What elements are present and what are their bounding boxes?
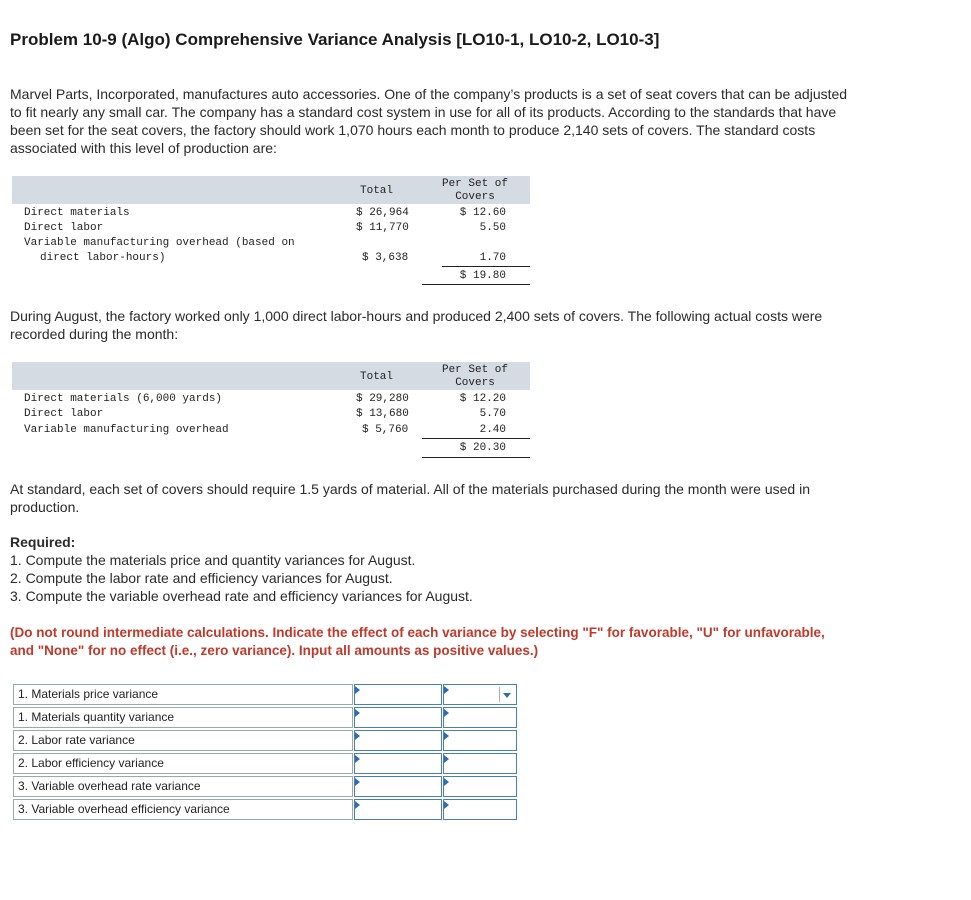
answer-row-label: 1. Materials quantity variance — [13, 707, 353, 728]
flag-icon — [444, 755, 449, 763]
effect-select[interactable] — [443, 776, 517, 797]
amount-input[interactable] — [354, 776, 442, 797]
per-set-total: $ 19.80 — [459, 270, 506, 282]
row-total: $ 5,760 — [362, 424, 409, 436]
column-header-per-set: Per Set of Covers — [441, 364, 508, 389]
row-per-set: 5.50 — [479, 222, 506, 234]
row-per-set: 1.70 — [479, 252, 506, 264]
effect-select[interactable] — [443, 684, 517, 705]
required-item: 3. Compute the variable overhead rate and efficiency variances for August. — [10, 588, 473, 604]
flag-icon — [355, 709, 360, 717]
amount-input[interactable] — [354, 707, 442, 728]
row-per-set: 5.70 — [479, 408, 506, 420]
per-set-total: $ 20.30 — [459, 442, 506, 454]
column-header-total: Total — [360, 185, 394, 197]
effect-select[interactable] — [443, 753, 517, 774]
column-header-per-set: Per Set of Covers — [441, 178, 508, 203]
row-total: $ 29,280 — [356, 393, 409, 405]
effect-select[interactable] — [443, 707, 517, 728]
flag-icon — [444, 732, 449, 740]
amount-input[interactable] — [354, 684, 442, 705]
amount-input[interactable] — [354, 753, 442, 774]
row-total: $ 13,680 — [356, 408, 409, 420]
row-label-continued: direct labor-hours) — [40, 252, 166, 264]
answer-row-label: 3. Variable overhead rate variance — [13, 776, 353, 797]
subtotal-rule — [442, 266, 530, 267]
row-label: Direct labor — [24, 408, 104, 420]
chevron-down-icon[interactable] — [499, 687, 514, 702]
answer-row-label: 1. Materials price variance — [13, 684, 353, 705]
flag-icon — [444, 801, 449, 809]
row-label: Direct materials — [24, 207, 130, 219]
row-label: Direct materials (6,000 yards) — [24, 393, 223, 405]
effect-select[interactable] — [443, 799, 517, 820]
row-total: $ 3,638 — [362, 252, 409, 264]
amount-input[interactable] — [354, 730, 442, 751]
instruction-text: (Do not round intermediate calculations. Indicate the effect of each variance by selecting "F" for favorable, "U" for unfavorable, and "None" for no effect (i.e., zero variance). Input all amounts as positive values.) — [10, 625, 825, 658]
row-label: Variable manufacturing overhead — [24, 424, 229, 436]
total-rule — [422, 284, 530, 285]
required-heading: Required: — [10, 534, 76, 550]
row-label: Variable manufacturing overhead (based on — [24, 237, 295, 249]
answer-row-label: 2. Labor rate variance — [13, 730, 353, 751]
actual-cost-table — [12, 362, 530, 462]
row-total: $ 26,964 — [356, 207, 409, 219]
august-paragraph: During August, the factory worked only 1,000 direct labor-hours and produced 2,400 sets of covers. The following actual costs were recorded during the month: — [10, 308, 823, 342]
required-item: 1. Compute the materials price and quantity variances for August. — [10, 552, 416, 568]
amount-input[interactable] — [354, 799, 442, 820]
total-rule — [422, 457, 530, 458]
standard-note-paragraph: At standard, each set of covers should require 1.5 yards of material. All of the materials purchased during the month were used in production. — [10, 481, 810, 515]
problem-title: Problem 10-9 (Algo) Comprehensive Variance Analysis [LO10-1, LO10-2, LO10-3] — [10, 30, 660, 49]
row-label: Direct labor — [24, 222, 104, 234]
effect-select[interactable] — [443, 730, 517, 751]
flag-icon — [355, 732, 360, 740]
flag-icon — [355, 778, 360, 786]
required-item: 2. Compute the labor rate and efficiency variances for August. — [10, 570, 393, 586]
row-per-set: $ 12.60 — [459, 207, 506, 219]
flag-icon — [355, 801, 360, 809]
row-per-set: 2.40 — [479, 424, 506, 436]
column-header-total: Total — [360, 371, 394, 383]
subtotal-rule — [422, 438, 530, 439]
row-total: $ 11,770 — [356, 222, 409, 234]
flag-icon — [444, 709, 449, 717]
standard-cost-table — [12, 176, 530, 288]
intro-paragraph: Marvel Parts, Incorporated, manufactures auto accessories. One of the company’s products is a set of seat covers that can be adjusted to fit nearly any small car. The company has a standard cost system in use for all of its products. According to the standards that have been set for the seat covers, the factory should work 1,070 hours each month to produce 2,140 sets of covers. The standard costs associated with this level of production are: — [10, 86, 848, 156]
required-section — [10, 533, 955, 605]
flag-icon — [444, 686, 449, 694]
flag-icon — [355, 755, 360, 763]
flag-icon — [444, 778, 449, 786]
answer-row-label: 3. Variable overhead efficiency variance — [13, 799, 353, 820]
row-per-set: $ 12.20 — [459, 393, 506, 405]
flag-icon — [355, 686, 360, 694]
answer-row-label: 2. Labor efficiency variance — [13, 753, 353, 774]
